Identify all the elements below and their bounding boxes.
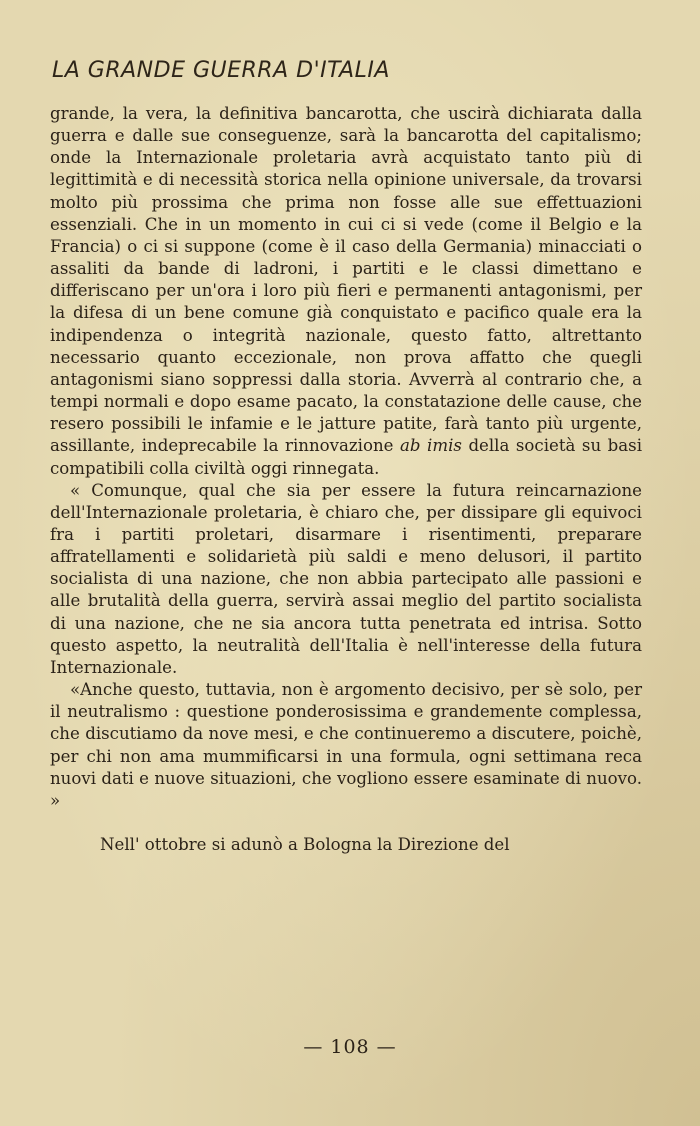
paragraph-1-text: grande, la vera, la definitiva bancarotta, che uscirà dichiarata dalla guerra e dalle sue conseguenze, sarà la bancarotta del capitalismo; onde la Internazionale proletaria avrà acquistato tanto più di legittimità e di necessità storica nella opinione universale, da trovarsi molto più prossima che prima non fosse alle sue effettuazioni essenziali. Che in un momento in cui ci si vede (come il Belgio e la Francia) o ci si suppone (come è il caso della Germania) minacciati o assaliti da bande di ladroni, i partiti e le classi dimettano e differiscano per un'ora i loro più fieri e permanenti antagonismi, per la difesa di un bene comune già conquistato e pacifico quale era la indipendenza o integrità nazionale, questo fatto, altrettanto necessario quanto eccezionale, non prova affatto che quegli antagonismi siano soppressi dalla storia. Avverrà al contrario che, a tempi normali e dopo esame pacato, la constatazione delle cause, che resero possibili le infamie e le jatture patite, farà tanto più urgente, assillante, indeprecabile la rinnovazione	[50, 104, 642, 456]
page-number-text: — 108 —	[303, 1036, 397, 1058]
paragraph-3: «Anche questo, tuttavia, non è argomento decisivo, per sè solo, per il neutralismo : questione ponderosissima e grandemente complessa, che discutiamo da nove mesi, e che continueremo a discutere, poichè, per chi non ama mummificarsi in una formula, ogni settimana reca nuovi dati e nuove situazioni, che vogliono essere esaminate di nuovo. »	[50, 680, 642, 810]
paragraph-2: « Comunque, qual che sia per essere la futura reincarnazione dell'Internazionale proletaria, è chiaro che, per dissipare gli equivoci fra i partiti proletari, disarmare i risentimenti, preparare affratellamenti e solidarietà più saldi e meno delusori, il partito socialista di una nazione, che non abbia partecipato alle passioni e alle brutalità della guerra, servirà assai meglio del partito socialista di una nazione, che ne sia ancora tutta penetrata ed intrisa. Sotto questo aspetto, la neutralità dell'Italia è nell'interesse della futura Internazionale.	[50, 480, 642, 677]
italic-phrase: ab imis	[399, 436, 462, 456]
running-title: LA GRANDE GUERRA D'ITALIA	[52, 58, 390, 83]
page-number	[0, 1036, 700, 1058]
paragraph-1-end: della società su basi compatibili colla civiltà oggi rinnegata.	[50, 436, 643, 478]
page-body	[50, 103, 642, 856]
paragraph-1	[50, 103, 642, 480]
paragraph-4: Nell' ottobre si adunò a Bologna la Direzione del	[100, 835, 510, 854]
